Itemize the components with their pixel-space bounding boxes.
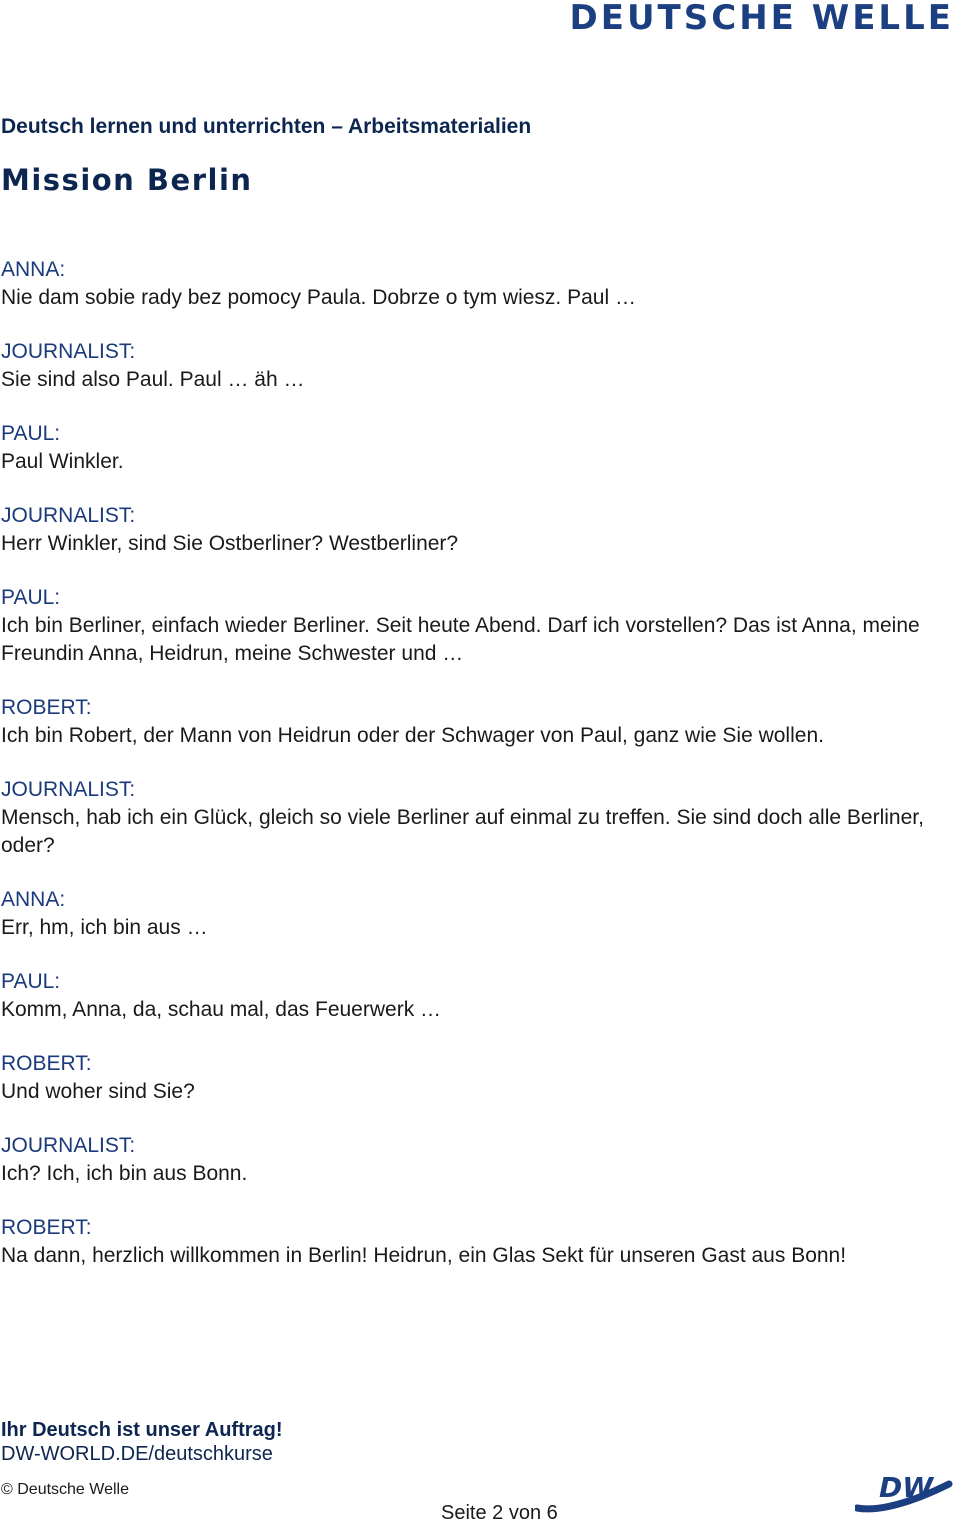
brand-wordmark: DEUTSCHE WELLE xyxy=(569,0,954,38)
speech-line: Mensch, hab ich ein Glück, gleich so viele Berliner auf einmal zu treffen. Sie sind doch alle Berliner, oder? xyxy=(1,806,924,857)
dw-logo xyxy=(855,1472,953,1516)
dialogue-turn xyxy=(1,420,953,476)
speaker-name: JOURNALIST: xyxy=(1,778,136,801)
speaker-name: JOURNALIST: xyxy=(1,1134,136,1157)
dialogue-transcript xyxy=(1,256,953,1296)
footer-slogan: Ihr Deutsch ist unser Auftrag! xyxy=(1,1419,283,1441)
speaker-name: PAUL: xyxy=(1,586,61,609)
speaker-name: ROBERT: xyxy=(1,1052,92,1075)
speaker-name: JOURNALIST: xyxy=(1,340,136,363)
speech-line: Ich? Ich, ich bin aus Bonn. xyxy=(1,1162,248,1185)
speech-line: Ich bin Berliner, einfach wieder Berliner. Seit heute Abend. Darf ich vorstellen? Das ist Anna, meine Freundin Anna, Heidrun, meine Schwester und … xyxy=(1,614,920,665)
speaker-name: ROBERT: xyxy=(1,1216,92,1239)
dialogue-turn xyxy=(1,1214,953,1270)
speech-line: Komm, Anna, da, schau mal, das Feuerwerk … xyxy=(1,998,442,1021)
speech-line: Sie sind also Paul. Paul … äh … xyxy=(1,368,305,391)
speaker-name: ANNA: xyxy=(1,888,66,911)
speaker-name: ANNA: xyxy=(1,258,66,281)
speech-line: Und woher sind Sie? xyxy=(1,1080,195,1103)
dialogue-turn xyxy=(1,1050,953,1106)
speaker-name: PAUL: xyxy=(1,422,61,445)
speech-line: Nie dam sobie rady bez pomocy Paula. Dobrze o tym wiesz. Paul … xyxy=(1,286,636,309)
dialogue-turn xyxy=(1,886,953,942)
footer-copyright: © Deutsche Welle xyxy=(1,1481,129,1498)
dialogue-turn xyxy=(1,502,953,558)
dialogue-turn xyxy=(1,256,953,312)
speaker-name: JOURNALIST: xyxy=(1,504,136,527)
dialogue-turn xyxy=(1,694,953,750)
speech-line: Err, hm, ich bin aus … xyxy=(1,916,208,939)
speaker-name: PAUL: xyxy=(1,970,61,993)
speech-line: Herr Winkler, sind Sie Ostberliner? Westberliner? xyxy=(1,532,459,555)
dialogue-turn xyxy=(1,584,953,668)
dialogue-turn xyxy=(1,1132,953,1188)
speech-line: Paul Winkler. xyxy=(1,450,124,473)
document-subtitle: Deutsch lernen und unterrichten – Arbeitsmaterialien xyxy=(1,115,532,138)
document-title: Mission Berlin xyxy=(1,163,253,197)
page-number: Seite 2 von 6 xyxy=(441,1502,558,1524)
dialogue-turn xyxy=(1,338,953,394)
footer-url: DW-WORLD.DE/deutschkurse xyxy=(1,1443,273,1465)
dialogue-turn xyxy=(1,968,953,1024)
speech-line: Ich bin Robert, der Mann von Heidrun oder der Schwager von Paul, ganz wie Sie wollen. xyxy=(1,724,824,747)
dw-logo-text: DW xyxy=(879,1472,934,1504)
dialogue-turn xyxy=(1,776,953,860)
speaker-name: ROBERT: xyxy=(1,696,92,719)
speech-line: Na dann, herzlich willkommen in Berlin! Heidrun, ein Glas Sekt für unseren Gast aus Bonn! xyxy=(1,1244,847,1267)
